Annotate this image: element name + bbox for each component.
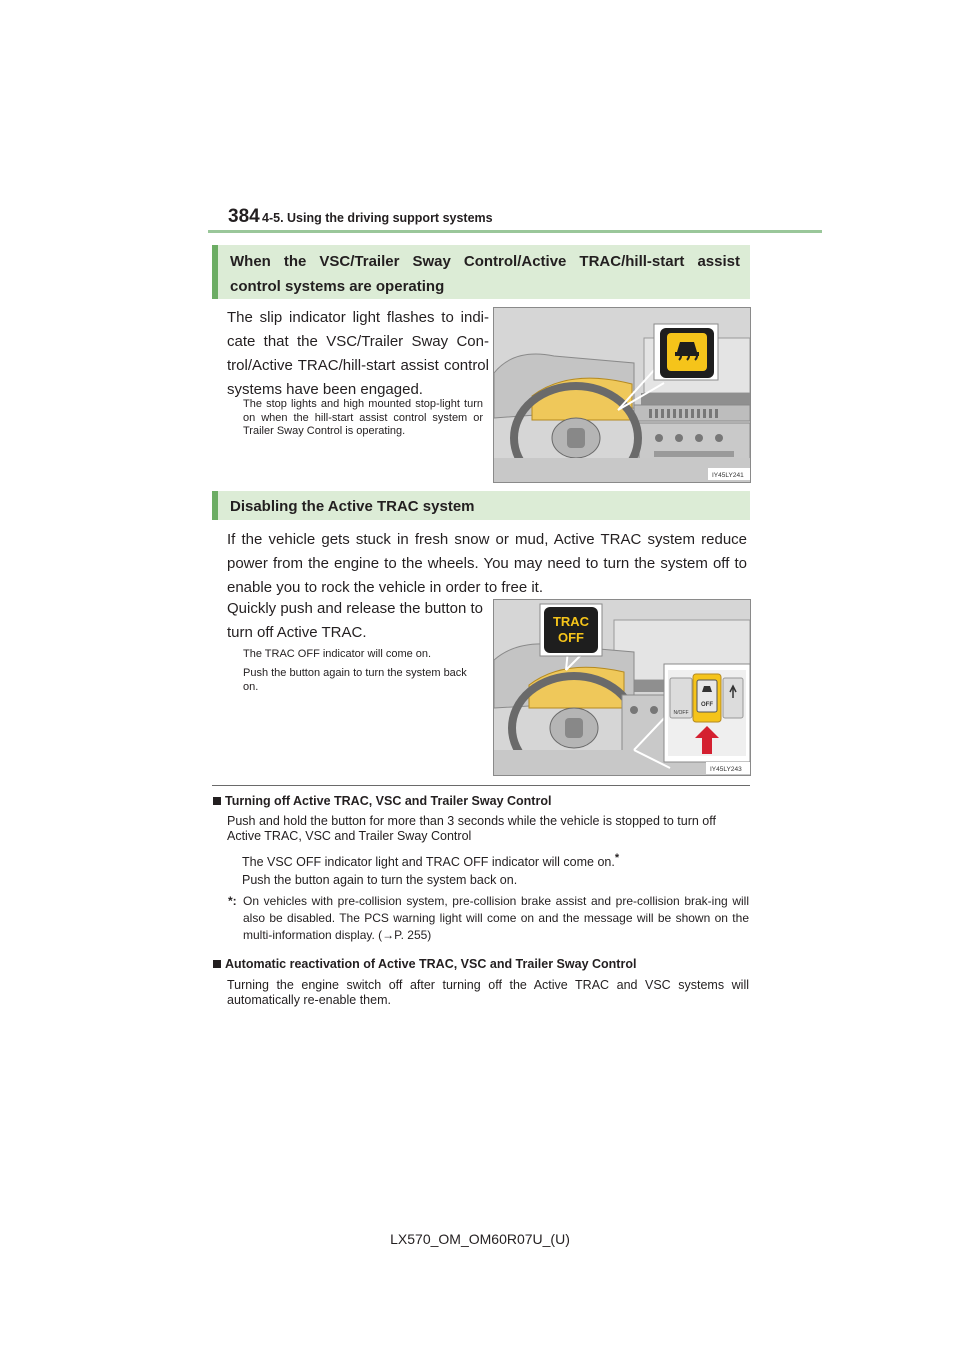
vsc-off-indicator-line: The VSC OFF indicator light and TRAC OFF indicator will come on.*: [242, 852, 620, 870]
switch-center-label: OFF: [701, 702, 713, 708]
image-code-2: IY45LY243: [710, 766, 742, 773]
dashboard-trac-off-illustration: [493, 599, 751, 776]
chapter-title: 4-5. Using the driving support systems: [262, 211, 493, 225]
section-heading-disabling: Disabling the Active TRAC system: [212, 491, 750, 520]
footnote-marker: *:: [228, 894, 237, 908]
header-rule: [208, 230, 822, 233]
subsection-title-turning-off: Turning off Active TRAC, VSC and Trailer Sway Control: [213, 794, 753, 809]
stop-lights-note: The stop lights and high mounted stop-light turn on when the hill-start assist control system or Trailer Sway Control is operating.: [243, 398, 483, 437]
switch-left-label: N/OFF: [673, 710, 689, 716]
push-again-line: Push the button again to turn the system back on.: [242, 873, 518, 887]
dashboard-slip-indicator-illustration: [493, 307, 751, 483]
subsection-text-reactivation: Turning the engine switch off after turning off the Active TRAC and VSC systems will automatically re-enable them.: [227, 978, 749, 1007]
stuck-vehicle-paragraph: If the vehicle gets stuck in fresh snow or mud, Active TRAC system reduce power from the engine to the wheels. You may need to turn the system off to enable you to rock the vehicle in order to free it.: [227, 531, 747, 596]
dashboard-drawing: [494, 308, 750, 482]
footnote-ref: *: [614, 852, 620, 864]
page-number: 384: [228, 206, 260, 227]
pcs-footnote: On vehicles with pre-collision system, pre-collision brake assist and pre-collision brak-ing will also be disabled. The PCS warning light will come on and the message will be shown on the multi-information display. (→P. 255): [243, 894, 749, 942]
trac-indicator-line1: TRAC: [552, 614, 590, 629]
trac-indicator-line2: OFF: [558, 630, 584, 645]
document-code-footer: LX570_OM_OM60R07U_(U): [390, 1231, 570, 1247]
section-heading-operating: When the VSC/Trailer Sway Control/Active TRAC/hill-start assist control systems are operating: [212, 245, 750, 299]
push-again-note: Push the button again to turn the system back on.: [243, 667, 467, 693]
image-code: IY45LY241: [712, 472, 744, 479]
square-bullet-icon: [213, 797, 221, 805]
subsection-title-reactivation: Automatic reactivation of Active TRAC, VSC and Trailer Sway Control: [213, 957, 753, 972]
subsection-text-turning-off: Push and hold the button for more than 3 seconds while the vehicle is stopped to turn off Active TRAC, VSC and Trailer Sway Control: [227, 814, 716, 843]
trac-off-note: The TRAC OFF indicator will come on.: [243, 648, 432, 660]
slip-indicator-paragraph: The slip indicator light flashes to indi-cate that the VSC/Trailer Sway Con-trol/Active TRAC/hill-start assist control systems have been engaged.: [227, 309, 489, 398]
square-bullet-icon: [213, 960, 221, 968]
section-separator: [212, 785, 750, 786]
push-button-instruction: Quickly push and release the button to turn off Active TRAC.: [227, 600, 483, 641]
dashboard-drawing-2: [494, 600, 750, 775]
